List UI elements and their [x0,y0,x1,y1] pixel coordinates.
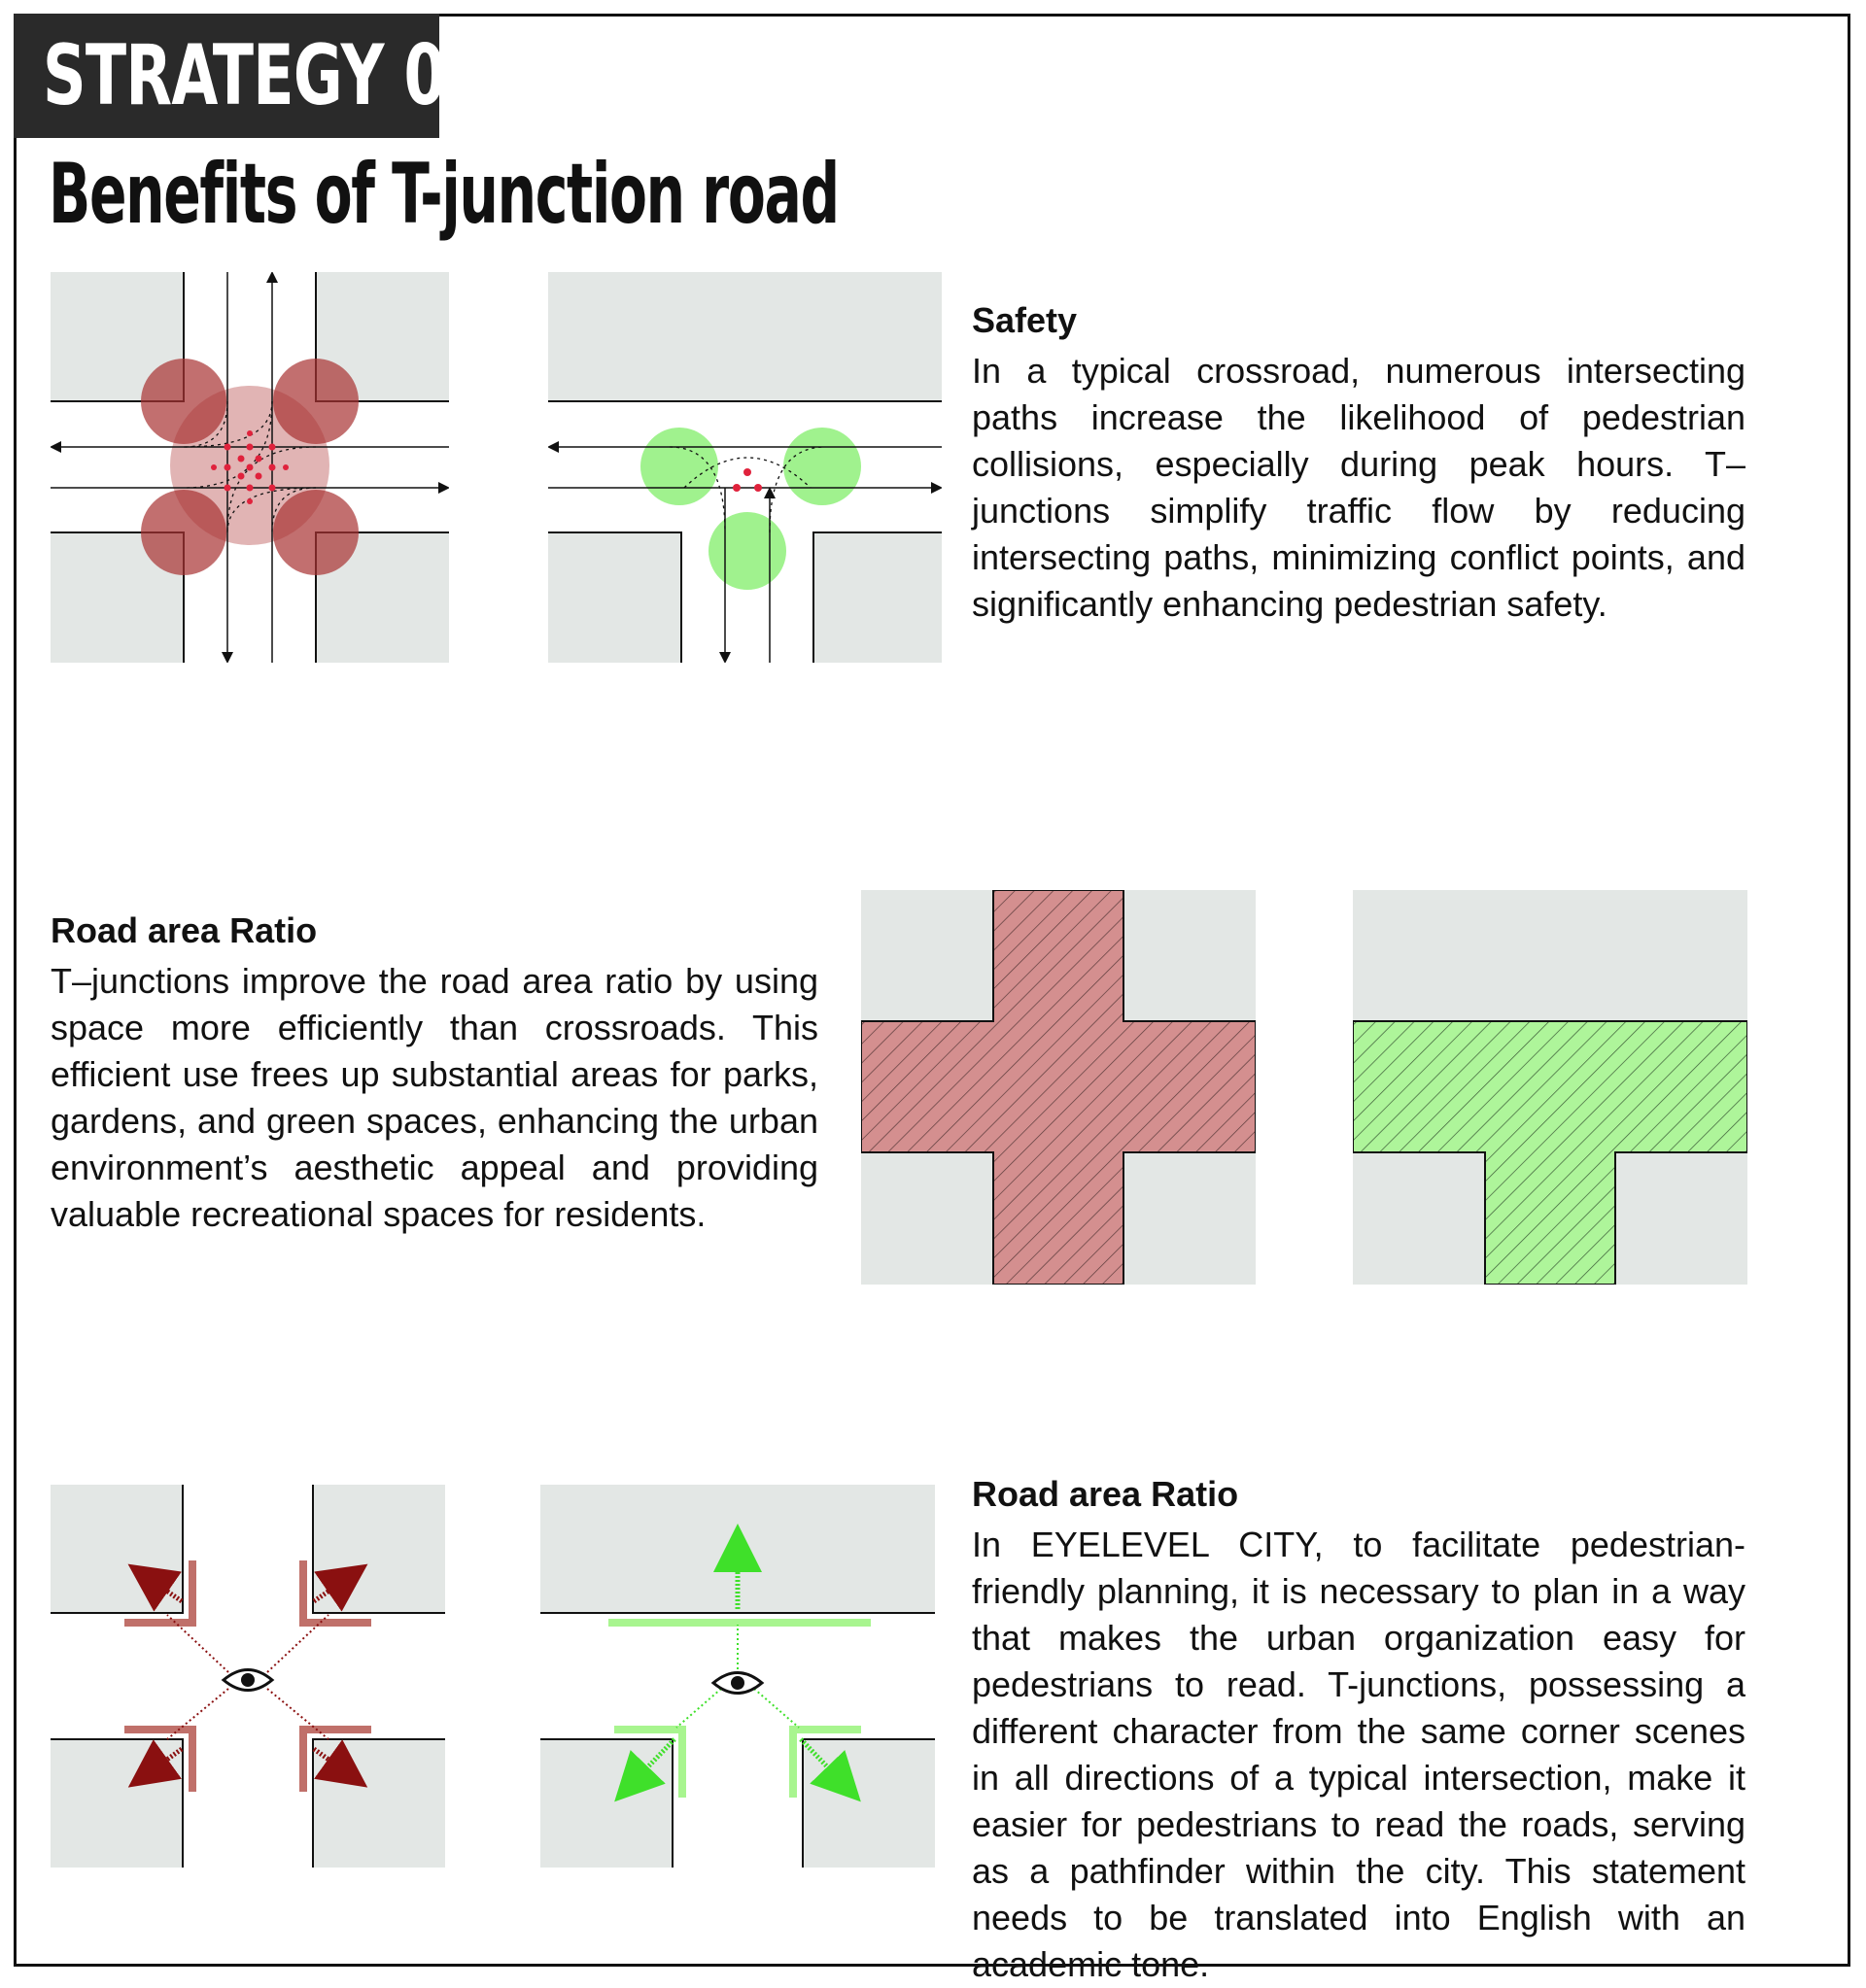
legibility-body: In EYELEVEL CITY, to facilitate pedestrian-friendly planning, it is necessary to plan in a way that makes the urban organization easy for pedestrians to read. T-junctions, possessing a different character from the same corner scenes in all directions of a typical intersection, make it easier for pedestrians to read the roads, serving as a pathfinder within the city. This statement needs to be translated into English with an academic tone. [972,1525,1745,1984]
t-junction-conflict-diagram [548,272,942,663]
safety-heading: Safety [972,300,1078,340]
strategy-badge [14,14,487,138]
road-ratio-body: T–junctions improve the road area ratio by using space more efficiently than crossroads. This efficient use frees up substantial areas for parks, gardens, and green spaces, enhancing the urban environment’s aesthetic appeal and providing valuable recreational spaces for residents. [51,961,818,1234]
page-title: Benefits of T-junction road [49,146,839,243]
road-ratio-heading: Road area Ratio [51,910,318,950]
crossroad-area-diagram [861,890,1256,1285]
strategy-badge-label: STRATEGY 02 [43,27,487,124]
safety-section [972,299,1745,628]
t-junction-area-diagram [1353,890,1747,1285]
safety-body: In a typical crossroad, numerous intersecting paths increase the likelihood of pedestrian collisions, especially during peak hours. T–junctions simplify traffic flow by reducing intersecting paths, minimizing conflict points, and significantly enhancing pedestrian safety. [972,351,1745,624]
eye-icon [224,1670,272,1691]
crossroad-conflict-diagram [51,272,449,663]
t-junction-view-diagram [540,1485,935,1868]
legibility-section [972,1473,1745,1988]
legibility-heading: Road area Ratio [972,1474,1239,1514]
crossroad-view-diagram [51,1485,445,1868]
road-ratio-section [51,909,818,1238]
